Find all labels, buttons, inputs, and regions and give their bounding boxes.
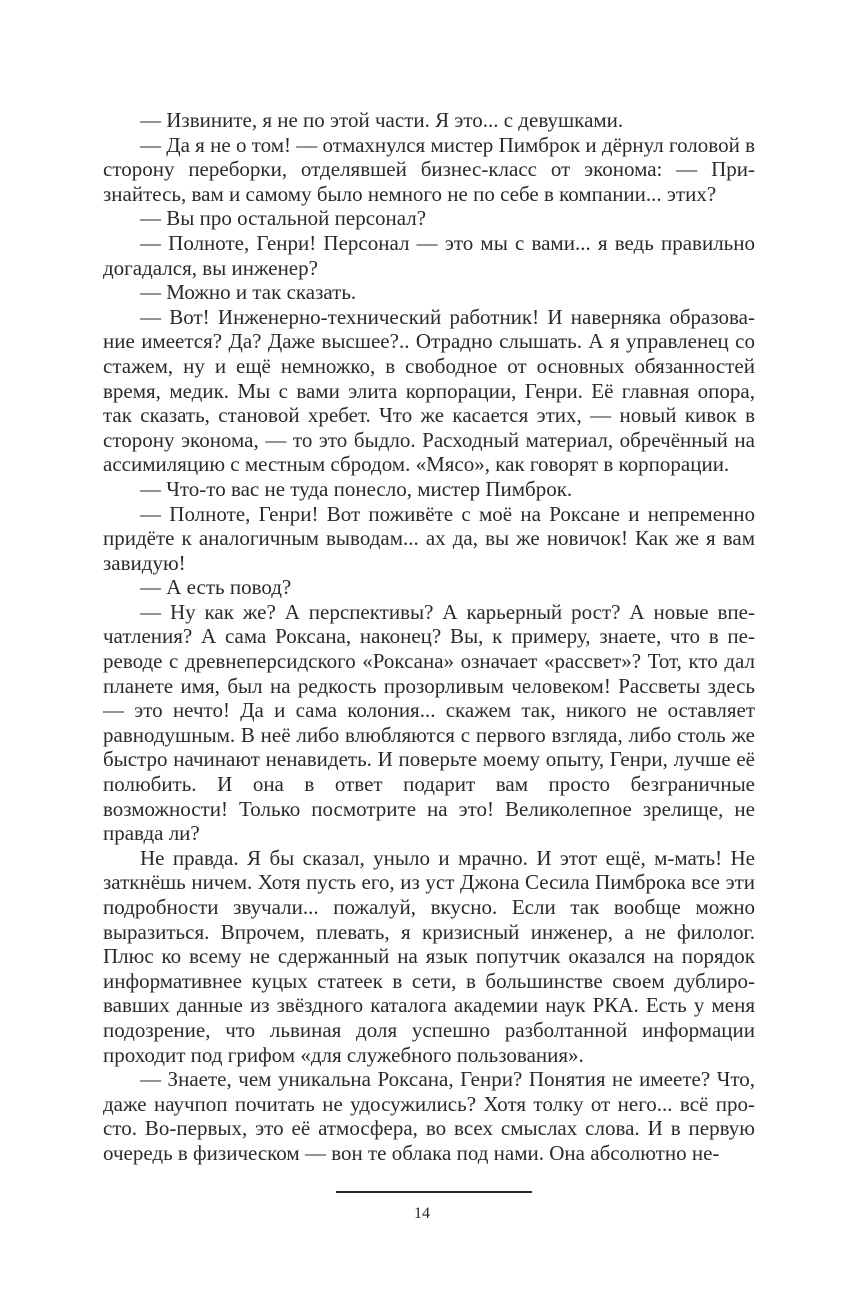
page-body xyxy=(103,108,755,1166)
paragraph: Не правда. Я бы сказал, уныло и мрачно. И этот ещё, м-мать! Не заткнёшь ничем. Хотя пусть его, из уст Джона Сесила Пимброка все эти подробности звучали... пожалуй, вкусно. Если так вообще можно выразиться. Впрочем, плевать, я кризисный инженер, а не филолог. Плюс ко всему не сдержанный на язык попутчик оказался на порядок информативнее куцых статеек в сети, в большинстве своем дублировавших данные из звёздного каталога академии наук РКА. Есть у меня подозрение, что львиная доля успешно разболтанной информации проходит под грифом «для служебного пользования». xyxy=(103,845,755,1067)
paragraph: — Полноте, Генри! Персонал — это мы с вами... я ведь правильно догадался, вы инженер? xyxy=(103,230,755,280)
paragraph: — Да я не о том! — отмахнулся мистер Пимброк и дёрнул головой в сторону переборки, отделявшей бизнес-класс от эконома: — Признайтесь, вам и самому было немного не по себе в компании... этих? xyxy=(103,132,755,206)
paragraph: — Знаете, чем уникальна Роксана, Генри? Понятия не имеете? Что, даже научпоп почитать не удосужились? Хотя толку от него... всё просто. Во-первых, это её атмосфера, во всех смыслах слова. И в первую очередь в физическом — вон те облака под нами. Она абсолютно не- xyxy=(103,1067,755,1165)
footer-divider xyxy=(336,1191,532,1193)
paragraph: — А есть повод? xyxy=(140,575,292,600)
paragraph: — Что-то вас не туда понесло, мистер Пимброк. xyxy=(140,476,573,501)
paragraph: — Извините, я не по этой части. Я это... с девушками. xyxy=(140,108,624,132)
page-number: 14 xyxy=(414,1205,430,1222)
paragraph: — Вот! Инженерно-технический работник! И наверняка образование имеется? Да? Даже высшее?.. Отрадно слышать. А я управленец со стажем, ну и ещё немножко, в свободное от основных обязанностей время, медик. Мы с вами элита корпорации, Генри. Её главная опора, так сказать, становой хребет. Что же касается этих, — новый кивок в сторону эконома, — то это быдло. Расходный материал, обречённый на ассимиляцию с местным сбродом. «Мясо», как говорят в корпорации. xyxy=(103,304,755,477)
paragraph: — Можно и так сказать. xyxy=(140,280,357,305)
paragraph: — Ну как же? А перспективы? А карьерный рост? А новые впечатления? А сама Роксана, наконец? Вы, к примеру, знаете, что в переводе с древнеперсидского «Роксана» означает «рассвет»? Тот, кто дал планете имя, был на редкость прозорливым человеком! Рассветы здесь — это нечто! Да и сама колония... скажем так, никого не оставляет равнодушным. В неё либо влюбляются с первого взгляда, либо столь же быстро начинают ненавидеть. И поверьте моему опыту, Генри, лучше её полюбить. И она в ответ подарит вам просто безграничные возможности! Только посмотрите на это! Великолепное зрелище, не правда ли? xyxy=(103,599,755,846)
paragraph: — Вы про остальной персонал? xyxy=(140,206,427,231)
paragraph: — Полноте, Генри! Вот поживёте с моё на Роксане и непременно придёте к аналогичным выводам... ах да, вы же новичок! Как же я вам завидую! xyxy=(103,501,755,575)
